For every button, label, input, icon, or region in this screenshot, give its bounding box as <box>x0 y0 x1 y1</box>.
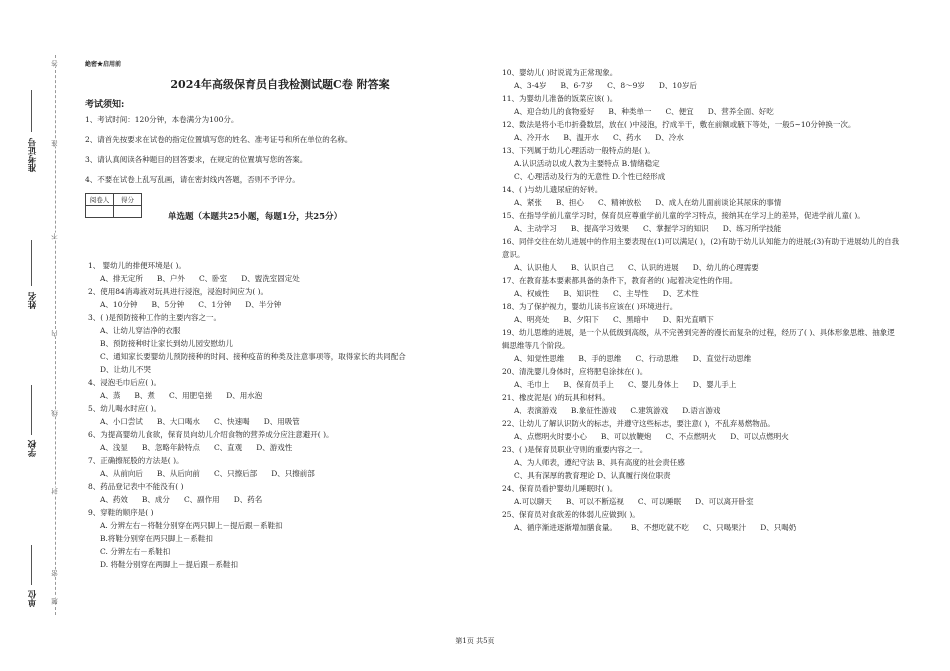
answer-option[interactable]: A. 分辨左右－将鞋分别穿在两只脚上－提后跟－系鞋扣 <box>100 521 283 530</box>
question-item <box>502 417 902 443</box>
option-row <box>88 441 480 454</box>
answer-option[interactable]: D、半分钟 <box>245 300 282 309</box>
answer-option[interactable]: C、通知家长要婴幼儿预防接种的时间、接种疫苗的种类及注意事项等，取得家长的共同配合 <box>100 352 406 361</box>
question-item <box>502 144 902 183</box>
answer-option[interactable]: A、紧张 <box>514 198 542 207</box>
question-item <box>502 235 902 274</box>
option-row <box>88 298 480 311</box>
answer-option[interactable]: B、温开水 <box>563 133 599 142</box>
option-row <box>502 79 902 92</box>
answer-option[interactable]: C、1分钟 <box>198 300 232 309</box>
option-row <box>502 430 902 443</box>
notice-list <box>85 115 352 195</box>
question-item <box>502 66 902 92</box>
answer-option[interactable]: B、知识性 <box>563 289 599 298</box>
answer-option[interactable]: C、副作用 <box>183 495 220 504</box>
answer-option[interactable]: C、可以睡眠 <box>637 497 682 506</box>
answer-option[interactable]: B、成分 <box>141 495 170 504</box>
answer-option[interactable]: A、蒸 <box>100 391 121 400</box>
question-text: 20、清洗婴儿身体时，应将肥皂涂抹在( )。 <box>502 367 648 376</box>
option-row <box>502 196 902 209</box>
answer-option[interactable]: B、煮 <box>134 391 155 400</box>
answer-option[interactable]: B、夕阳下 <box>563 315 599 324</box>
question-text: 17、在教育基本要素都具备的条件下，教育者的( )起着决定性的作用。 <box>502 276 738 285</box>
option-row <box>502 222 902 235</box>
answer-option[interactable]: B、手的思维 <box>578 354 622 363</box>
binding-blank-name[interactable] <box>31 240 32 286</box>
answer-option[interactable]: B、种类单一 <box>608 107 652 116</box>
answer-option[interactable]: D、药名 <box>233 495 263 504</box>
answer-option[interactable]: C、具有深厚的教育理论 D、认真履行岗位职责 <box>514 471 671 480</box>
answer-option[interactable]: D.语言游戏 <box>682 406 721 415</box>
question-item <box>88 285 480 311</box>
question-text: 6、为提高婴幼儿食欲，保育员向幼儿介绍食物的营养成分应注意避开( )。 <box>88 430 334 439</box>
question-text: 25、保育员对食欲差的体弱儿应做到( )。 <box>502 510 640 519</box>
binding-field-name: 姓名 <box>28 292 38 309</box>
question-text: 7、正确擦屁股的方法是( )。 <box>88 456 184 465</box>
answer-option[interactable]: A、权威性 <box>514 289 550 298</box>
binding-blank-exam-number[interactable] <box>31 90 32 132</box>
option-row <box>88 493 480 506</box>
notice-item: 3、请认真阅读各种题目的回答要求，在规定的位置填写您的答案。 <box>85 155 308 164</box>
answer-option[interactable]: D、直觉行动思维 <box>692 354 752 363</box>
option-row <box>88 467 480 480</box>
question-text: 8、药品登记表中不能没有( ) <box>88 482 184 491</box>
answer-option[interactable]: D、冷水 <box>655 133 684 142</box>
section-title: 单选题（本题共25小题，每题1分，共25分） <box>168 212 343 222</box>
answer-option[interactable]: A、毛巾上 <box>514 380 550 389</box>
seal-mark: 密 <box>51 570 59 577</box>
question-item <box>502 209 902 235</box>
answer-option[interactable]: A、10分钟 <box>100 300 138 309</box>
answer-option[interactable]: D、营养全面、好吃 <box>707 107 774 116</box>
option-row <box>88 415 480 428</box>
answer-option[interactable]: D. 将鞋分别穿在两脚上－提后跟－系鞋扣 <box>100 560 239 569</box>
question-text: 14、( )与幼儿遗尿症的好转。 <box>502 185 603 194</box>
secret-label: 絶密★启用前 <box>85 61 122 68</box>
answer-option[interactable]: C、只喝果汁 <box>702 523 747 532</box>
option-row <box>88 389 480 402</box>
answer-option[interactable]: A、主动学习 <box>514 224 557 233</box>
question-text: 9、穿鞋的顺序是( ) <box>88 508 154 517</box>
question-item <box>88 480 480 506</box>
answer-option[interactable]: D、让幼儿不哭 <box>100 365 152 374</box>
answer-option[interactable]: A、明亮处 <box>514 315 550 324</box>
question-text: 15、在指导学前儿童学习时，保育员应尊重学前儿童的学习特点，接纳其在学习上的差异，促进学前儿童( )。 <box>502 211 865 220</box>
answer-option[interactable]: C、便宜 <box>665 107 694 116</box>
answer-option[interactable]: C. 分辨左右－系鞋扣 <box>100 547 171 556</box>
question-column-right <box>502 66 902 534</box>
answer-option[interactable]: D、成人在幼儿面前谈论其尿床的事情 <box>655 198 782 207</box>
option-row <box>502 313 902 326</box>
answer-option[interactable]: A、排无定所 <box>100 274 143 283</box>
option-row <box>502 404 902 417</box>
answer-option[interactable]: C、行动思维 <box>635 354 679 363</box>
binding-field-unit: 单位 <box>28 590 38 607</box>
seal-mark: 准 <box>51 140 59 147</box>
seal-mark: 线 <box>51 410 59 417</box>
question-text: 18、为了保护视力，婴幼儿读书应该在( )环境进行。 <box>502 302 678 311</box>
answer-option[interactable]: A、3-4岁 <box>514 81 547 90</box>
notice-item: 4、不要在试卷上乱写乱画，请在密封线内答题，否则不予评分。 <box>85 175 300 184</box>
seal-mark: 题 <box>51 598 59 605</box>
seal-mark: 封 <box>51 488 59 495</box>
answer-option[interactable]: A、让幼儿穿洁净的衣服 <box>100 326 181 335</box>
question-text: 16、同伴交往在幼儿进展中的作用主要表现在(1)可以满足( )，(2)有助于幼儿认知能力的进展;(3)有助于进展幼儿的自我意识。 <box>502 237 900 259</box>
answer-option[interactable]: C、黑暗中 <box>612 315 649 324</box>
answer-option[interactable]: B.象征性游戏 <box>570 406 617 415</box>
question-item <box>502 300 902 326</box>
answer-option[interactable]: D、可以点燃明火 <box>730 432 789 441</box>
seal-mark: 内 <box>51 330 59 337</box>
answer-option[interactable]: C、卧室 <box>198 274 228 283</box>
question-text: 1、 婴幼儿的排便环境是( )。 <box>88 261 186 270</box>
answer-option[interactable]: A、点燃明火时要小心 <box>514 432 587 441</box>
answer-option[interactable]: C.建筑游戏 <box>630 406 669 415</box>
answer-option[interactable]: B、可以放鞭炮 <box>600 432 652 441</box>
seal-mark: 不 <box>51 233 59 240</box>
answer-option[interactable]: D、幼儿的心理需要 <box>692 263 759 272</box>
question-text: 2、使用84消毒液对玩具进行浸泡，浸泡时间应为( )。 <box>88 287 269 296</box>
option-row <box>502 495 902 508</box>
notice-item: 2、请首先按要求在试卷的指定位置填写您的姓名、准考证号和所在单位的名称。 <box>85 135 353 144</box>
question-text: 3、( )是预防接种工作的主要内容之一。 <box>88 313 222 322</box>
answer-option[interactable]: C、精神放松 <box>597 198 642 207</box>
question-text: 21、橡皮泥是( )的玩具和材料。 <box>502 393 610 402</box>
answer-option[interactable]: A、从前向后 <box>100 469 143 478</box>
answer-option[interactable]: D、用吸管 <box>263 417 300 426</box>
answer-option[interactable]: A．表演游戏 <box>514 406 557 415</box>
question-text: 19、幼儿思维的进展，是一个从低级到高级，从不完善到完善的漫长而复杂的过程，经历了( )、具体形象思维、抽象逻辑思维等几个阶段。 <box>502 328 895 350</box>
answer-option[interactable]: A.认识活动以成人教为主要特点 B.情绪稳定 <box>514 159 660 168</box>
exam-title: 2024年高级保育员自我检测试题C卷 附答案 <box>170 78 390 91</box>
question-item <box>502 326 902 365</box>
answer-option[interactable]: A.可以聊天 <box>514 497 552 506</box>
answer-option[interactable]: A、为人师表，遵纪守法 B、具有高度的社会责任感 <box>514 458 685 467</box>
answer-option[interactable]: C、直观 <box>213 443 243 452</box>
page-footer: 第1页 共5页 <box>455 637 495 645</box>
answer-option[interactable]: D、婴儿手上 <box>692 380 737 389</box>
question-item <box>88 376 480 402</box>
question-text: 12、数法是将小毛巾折叠数层，放在( )中浸泡，拧成半干，敷在前额或腋下等处，一般5~10分钟换一次。 <box>502 120 856 129</box>
question-item <box>502 443 902 482</box>
answer-option[interactable]: C、心理活动及行为的无意性 D.个性已经形成 <box>514 172 666 181</box>
binding-field-school: 学校 <box>28 440 38 457</box>
answer-option[interactable]: B、从后向前 <box>156 469 200 478</box>
answer-option[interactable]: C、认识的进展 <box>627 263 679 272</box>
seal-mark: 答 <box>51 60 59 67</box>
answer-option[interactable]: D、只喝奶 <box>760 523 797 532</box>
option-row <box>502 261 902 274</box>
answer-option[interactable]: D、10岁后 <box>658 81 697 90</box>
question-item <box>502 183 902 209</box>
answer-option[interactable]: A、冷开水 <box>514 133 550 142</box>
answer-option[interactable]: C、用肥皂搓 <box>168 391 213 400</box>
answer-option[interactable]: C、只擦后部 <box>213 469 258 478</box>
binding-blank-unit[interactable] <box>31 545 32 585</box>
answer-option[interactable]: B、可以不断巡视 <box>565 497 624 506</box>
question-item <box>502 118 902 144</box>
question-text: 24、保育员看护婴幼儿睡眠时( )。 <box>502 484 618 493</box>
answer-option[interactable]: A、药效 <box>100 495 128 504</box>
option-row <box>502 105 902 118</box>
answer-option[interactable]: B、大口喝水 <box>156 417 200 426</box>
answer-option[interactable]: A、小口尝试 <box>100 417 143 426</box>
question-item <box>502 508 902 534</box>
question-item <box>502 365 902 391</box>
score-cell[interactable] <box>114 206 142 218</box>
answer-option[interactable]: D、盥洗室固定处 <box>241 274 300 283</box>
question-text: 23、( )是保育员职业守则的重要内容之一。 <box>502 445 648 454</box>
option-row <box>502 131 902 144</box>
question-item <box>88 428 480 454</box>
answer-option[interactable]: D、阳光直晒下 <box>662 315 714 324</box>
question-text: 13、下列属于幼儿心理活动一般特点的是( )。 <box>502 146 655 155</box>
answer-option[interactable]: D、用水泡 <box>226 391 263 400</box>
binding-blank-school[interactable] <box>31 385 32 435</box>
answer-option[interactable]: B.将鞋分别穿在两只脚上－系鞋扣 <box>100 534 213 543</box>
option-row <box>502 287 902 300</box>
answer-option[interactable]: A、浅显 <box>100 443 128 452</box>
score-header: 得分 <box>114 194 142 206</box>
answer-option[interactable]: B、5分钟 <box>151 300 185 309</box>
score-table <box>85 193 142 218</box>
answer-option[interactable]: D、艺术性 <box>662 289 699 298</box>
answer-option[interactable]: A、循序渐进逐渐增加膳食量。 <box>514 523 617 532</box>
answer-option[interactable]: C、药水 <box>612 133 642 142</box>
answer-option[interactable]: B、提高学习效果 <box>570 224 629 233</box>
answer-option[interactable]: B、6-7岁 <box>560 81 594 90</box>
question-item <box>88 402 480 428</box>
option-row <box>88 272 480 285</box>
answer-option[interactable]: D、只擦前部 <box>271 469 315 478</box>
answer-option[interactable]: B、担心 <box>555 198 584 207</box>
question-text: 10、婴幼儿( )时说谎为正常现象。 <box>502 68 618 77</box>
answer-option[interactable]: C、不点燃明火 <box>665 432 717 441</box>
answer-option[interactable]: C、快速喝 <box>213 417 250 426</box>
answer-option[interactable]: A、知觉性思维 <box>514 354 565 363</box>
answer-option[interactable]: D、练习所学技能 <box>722 224 782 233</box>
answer-option[interactable]: B、保育员手上 <box>563 380 614 389</box>
notice-item: 1、考试时间：120分钟，本卷满分为100分。 <box>85 115 239 124</box>
question-column-left <box>88 259 480 571</box>
option-row <box>502 521 902 534</box>
answer-option[interactable]: A、迎合幼儿的食物爱好 <box>514 107 595 116</box>
answer-option[interactable]: C、掌握学习的知识 <box>642 224 709 233</box>
answer-option[interactable]: B、认识自己 <box>570 263 614 272</box>
option-row <box>502 378 902 391</box>
answer-option[interactable]: B、不想吃就不吃 <box>630 523 689 532</box>
question-text: 11、为婴幼儿准备的饭菜应该( )。 <box>502 94 618 103</box>
question-text: 5、幼儿喝水时应( )。 <box>88 404 162 413</box>
question-item <box>88 506 480 571</box>
answer-option[interactable]: B、户外 <box>156 274 185 283</box>
grader-cell[interactable] <box>86 206 114 218</box>
answer-option[interactable]: C、8～9岁 <box>607 81 645 90</box>
answer-option[interactable]: C、婴儿身体上 <box>627 380 679 389</box>
question-text: 22、让幼儿了解认识防火的标志，并遵守这些标志，要注意( )，不乱弃易燃物品。 <box>502 419 775 428</box>
question-item <box>88 454 480 480</box>
answer-option[interactable]: B、预防接种时让家长到幼儿园安慰幼儿 <box>100 339 234 348</box>
option-row <box>502 352 902 365</box>
answer-option[interactable]: C、主导性 <box>612 289 649 298</box>
question-item <box>502 482 902 508</box>
question-item <box>88 259 480 285</box>
answer-option[interactable]: B、忽略年龄特点 <box>141 443 200 452</box>
notice-heading: 考试须知: <box>85 100 125 110</box>
question-item <box>502 391 902 417</box>
answer-option[interactable]: D、可以离开卧室 <box>695 497 754 506</box>
question-text: 4、浸泡毛巾后应( )。 <box>88 378 162 387</box>
answer-option[interactable]: A、认识他人 <box>514 263 557 272</box>
question-item <box>502 274 902 300</box>
binding-field-exam-number: 准考证号 <box>28 138 38 172</box>
answer-option[interactable]: D、游戏性 <box>256 443 293 452</box>
question-item <box>88 311 480 376</box>
binding-margin <box>0 0 72 671</box>
question-item <box>502 92 902 118</box>
grader-header: 阅卷人 <box>86 194 114 206</box>
